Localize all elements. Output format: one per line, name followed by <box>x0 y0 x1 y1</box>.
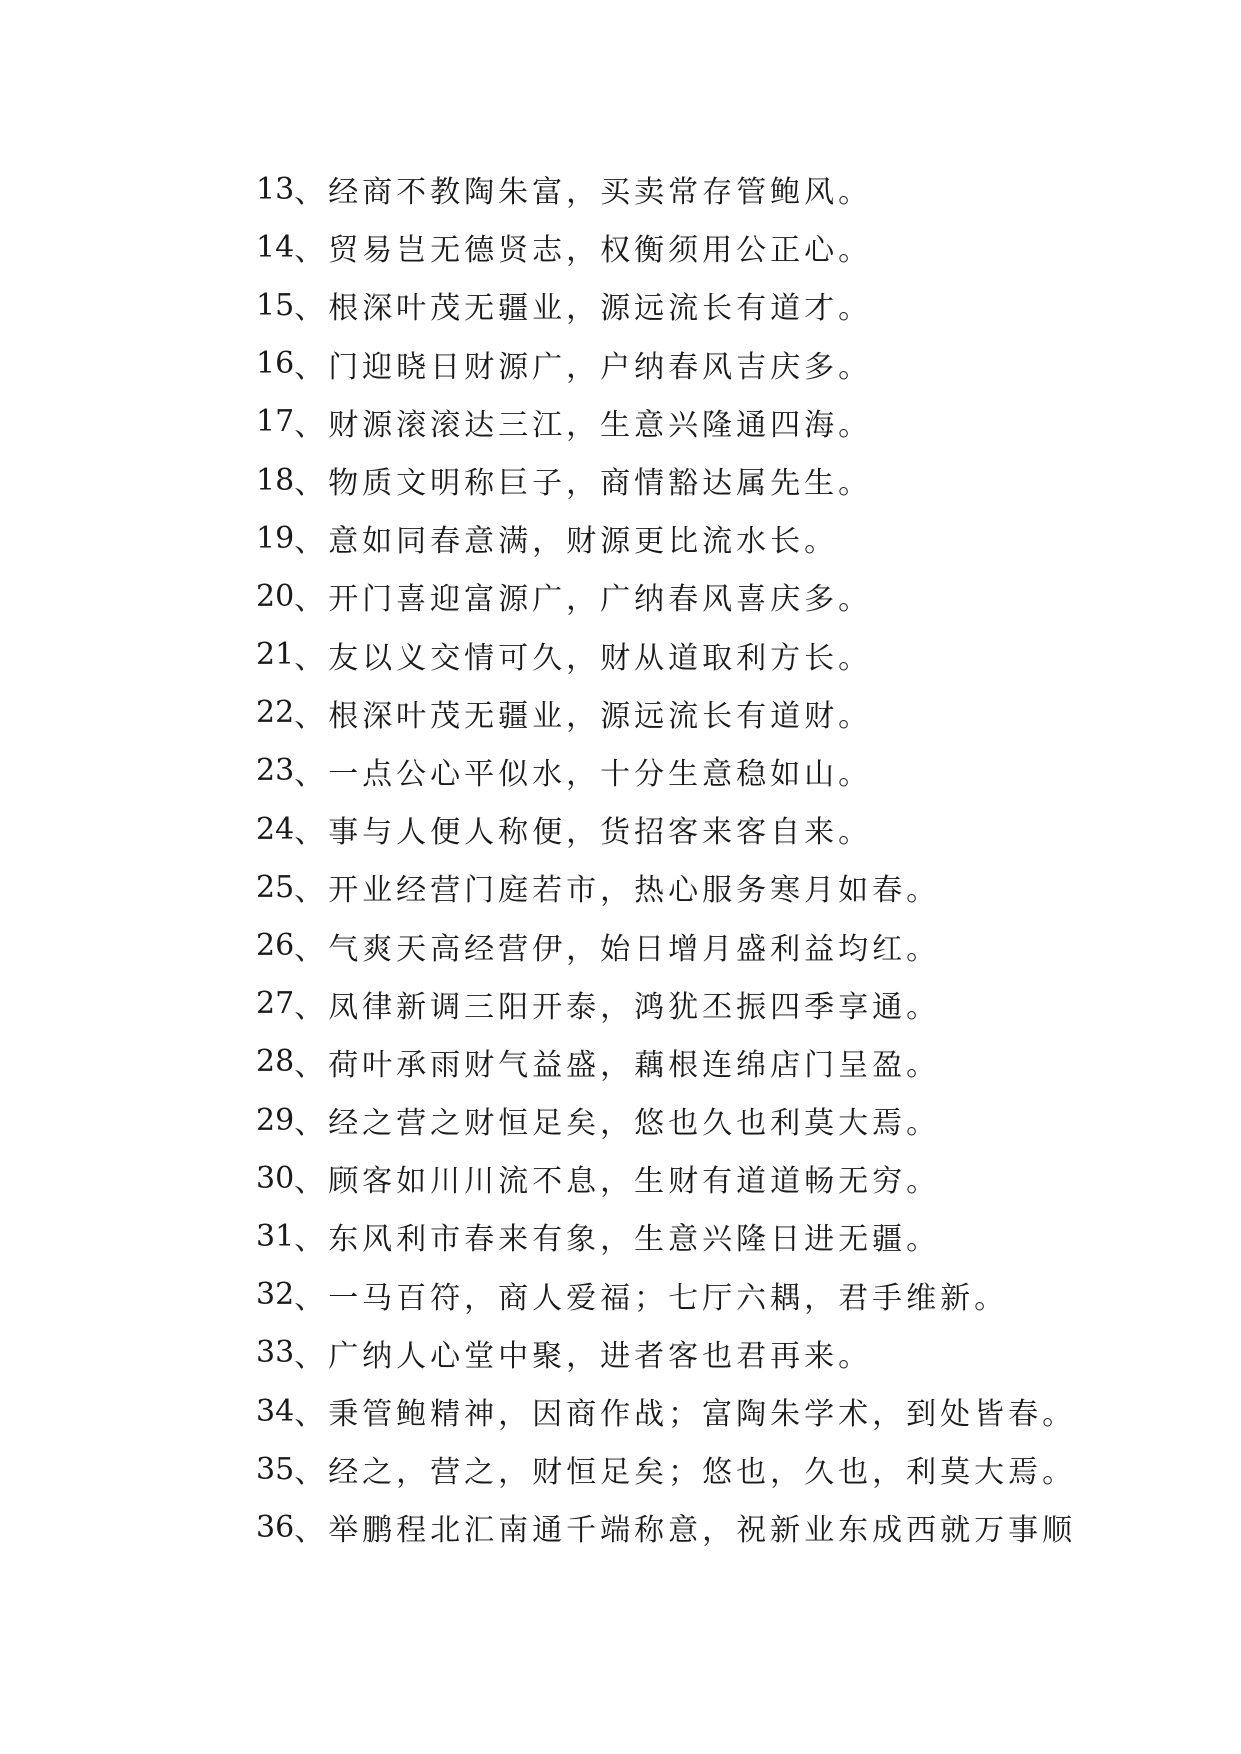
couplet-line <box>256 1033 1076 1091</box>
couplet-number: 25 <box>256 869 295 905</box>
couplet-separator: 、 <box>294 1338 329 1374</box>
couplet-line <box>256 160 1076 218</box>
couplet-separator: 、 <box>294 1513 329 1549</box>
couplet-line <box>256 1498 1076 1556</box>
couplet-text: 举鹏程北汇南通千端称意，祝新业东成西就万事顺 <box>328 1513 1077 1549</box>
couplet-number: 20 <box>256 578 295 614</box>
couplet-line <box>256 800 1076 858</box>
couplet-text: 一点公心平似水，十分生意稳如山。 <box>328 756 873 792</box>
couplet-separator: 、 <box>294 1280 329 1316</box>
couplet-separator: 、 <box>294 524 329 560</box>
couplet-line <box>256 451 1076 509</box>
couplet-number: 21 <box>256 637 295 673</box>
couplet-separator: 、 <box>294 582 329 618</box>
couplet-separator: 、 <box>294 756 329 792</box>
couplet-separator: 、 <box>294 233 329 269</box>
couplet-text: 根深叶茂无疆业，源远流长有道才。 <box>328 291 873 327</box>
couplet-line <box>256 335 1076 393</box>
couplet-number: 13 <box>256 171 295 207</box>
couplet-number: 27 <box>256 986 295 1022</box>
couplet-separator: 、 <box>294 989 329 1025</box>
couplet-number: 17 <box>256 404 295 440</box>
couplet-line <box>256 742 1076 800</box>
couplet-number: 34 <box>256 1393 295 1429</box>
couplet-line <box>256 858 1076 916</box>
couplet-separator: 、 <box>294 931 329 967</box>
couplet-number: 15 <box>256 287 295 323</box>
couplet-separator: 、 <box>294 1455 329 1491</box>
couplet-number: 28 <box>256 1044 295 1080</box>
couplet-text: 友以义交情可久，财从道取利方长。 <box>328 640 873 676</box>
couplet-number: 14 <box>256 229 295 265</box>
couplet-line <box>256 1149 1076 1207</box>
couplet-text: 意如同春意满，财源更比流水长。 <box>328 524 839 560</box>
couplet-text: 事与人便人称便，货招客来客自来。 <box>328 815 873 851</box>
couplet-text: 经之营之财恒足矣，悠也久也利莫大焉。 <box>328 1106 941 1142</box>
couplet-line <box>256 1440 1076 1498</box>
couplet-line <box>256 1382 1076 1440</box>
couplet-line <box>256 1091 1076 1149</box>
couplet-number: 35 <box>256 1451 295 1487</box>
couplet-number: 24 <box>256 811 295 847</box>
couplet-separator: 、 <box>294 175 329 211</box>
couplet-line <box>256 1266 1076 1324</box>
couplet-text: 开业经营门庭若市，热心服务寒月如春。 <box>328 873 941 909</box>
couplet-text: 门迎晓日财源广，户纳春风吉庆多。 <box>328 349 873 385</box>
couplet-text: 经之，营之，财恒足矣；悠也，久也，利莫大焉。 <box>328 1455 1077 1491</box>
couplet-separator: 、 <box>294 873 329 909</box>
couplet-number: 29 <box>256 1102 295 1138</box>
couplet-line <box>256 276 1076 334</box>
couplet-text: 物质文明称巨子，商情豁达属先生。 <box>328 466 873 502</box>
couplet-text: 财源滚滚达三江，生意兴隆通四海。 <box>328 407 873 443</box>
couplet-number: 31 <box>256 1218 295 1254</box>
couplet-number: 36 <box>256 1509 295 1545</box>
couplet-separator: 、 <box>294 1106 329 1142</box>
couplet-line <box>256 975 1076 1033</box>
couplet-number: 22 <box>256 695 295 731</box>
couplet-number: 18 <box>256 462 295 498</box>
couplet-separator: 、 <box>294 349 329 385</box>
couplet-number: 26 <box>256 928 295 964</box>
couplet-number: 23 <box>256 753 295 789</box>
couplet-separator: 、 <box>294 815 329 851</box>
couplet-text: 一马百符，商人爱福；七厅六耦，君手维新。 <box>328 1280 1009 1316</box>
couplet-text: 广纳人心堂中聚，进者客也君再来。 <box>328 1338 873 1374</box>
couplet-number: 16 <box>256 346 295 382</box>
couplet-separator: 、 <box>294 1164 329 1200</box>
couplet-text: 东风利市春来有象，生意兴隆日进无疆。 <box>328 1222 941 1258</box>
couplet-separator: 、 <box>294 1397 329 1433</box>
couplet-number: 32 <box>256 1277 295 1313</box>
couplet-separator: 、 <box>294 698 329 734</box>
couplet-text: 经商不教陶朱富，买卖常存管鲍风。 <box>328 175 873 211</box>
couplet-text: 顾客如川川流不息，生财有道道畅无穷。 <box>328 1164 941 1200</box>
couplet-separator: 、 <box>294 1222 329 1258</box>
couplet-text: 根深叶茂无疆业，源远流长有道财。 <box>328 698 873 734</box>
couplet-separator: 、 <box>294 640 329 676</box>
couplet-line <box>256 916 1076 974</box>
couplet-line <box>256 567 1076 625</box>
couplet-text: 贸易岂无德贤志，权衡须用公正心。 <box>328 233 873 269</box>
couplet-line <box>256 1207 1076 1265</box>
couplet-number: 33 <box>256 1335 295 1371</box>
couplet-text: 荷叶承雨财气益盛，藕根连绵店门呈盈。 <box>328 1047 941 1083</box>
couplet-line <box>256 509 1076 567</box>
couplet-separator: 、 <box>294 1047 329 1083</box>
couplet-line <box>256 1324 1076 1382</box>
couplet-line <box>256 626 1076 684</box>
couplet-line <box>256 393 1076 451</box>
couplet-separator: 、 <box>294 466 329 502</box>
couplet-number: 30 <box>256 1160 295 1196</box>
couplet-line <box>256 684 1076 742</box>
couplet-text: 气爽天高经营伊，始日增月盛利益均红。 <box>328 931 941 967</box>
couplet-text: 凤律新调三阳开泰，鸿犹丕振四季享通。 <box>328 989 941 1025</box>
couplet-separator: 、 <box>294 291 329 327</box>
couplet-text: 秉管鲍精神，因商作战；富陶朱学术，到处皆春。 <box>328 1397 1077 1433</box>
couplet-separator: 、 <box>294 407 329 443</box>
couplet-list <box>256 160 1076 1557</box>
couplet-number: 19 <box>256 520 295 556</box>
couplet-line <box>256 218 1076 276</box>
couplet-text: 开门喜迎富源广，广纳春风喜庆多。 <box>328 582 873 618</box>
